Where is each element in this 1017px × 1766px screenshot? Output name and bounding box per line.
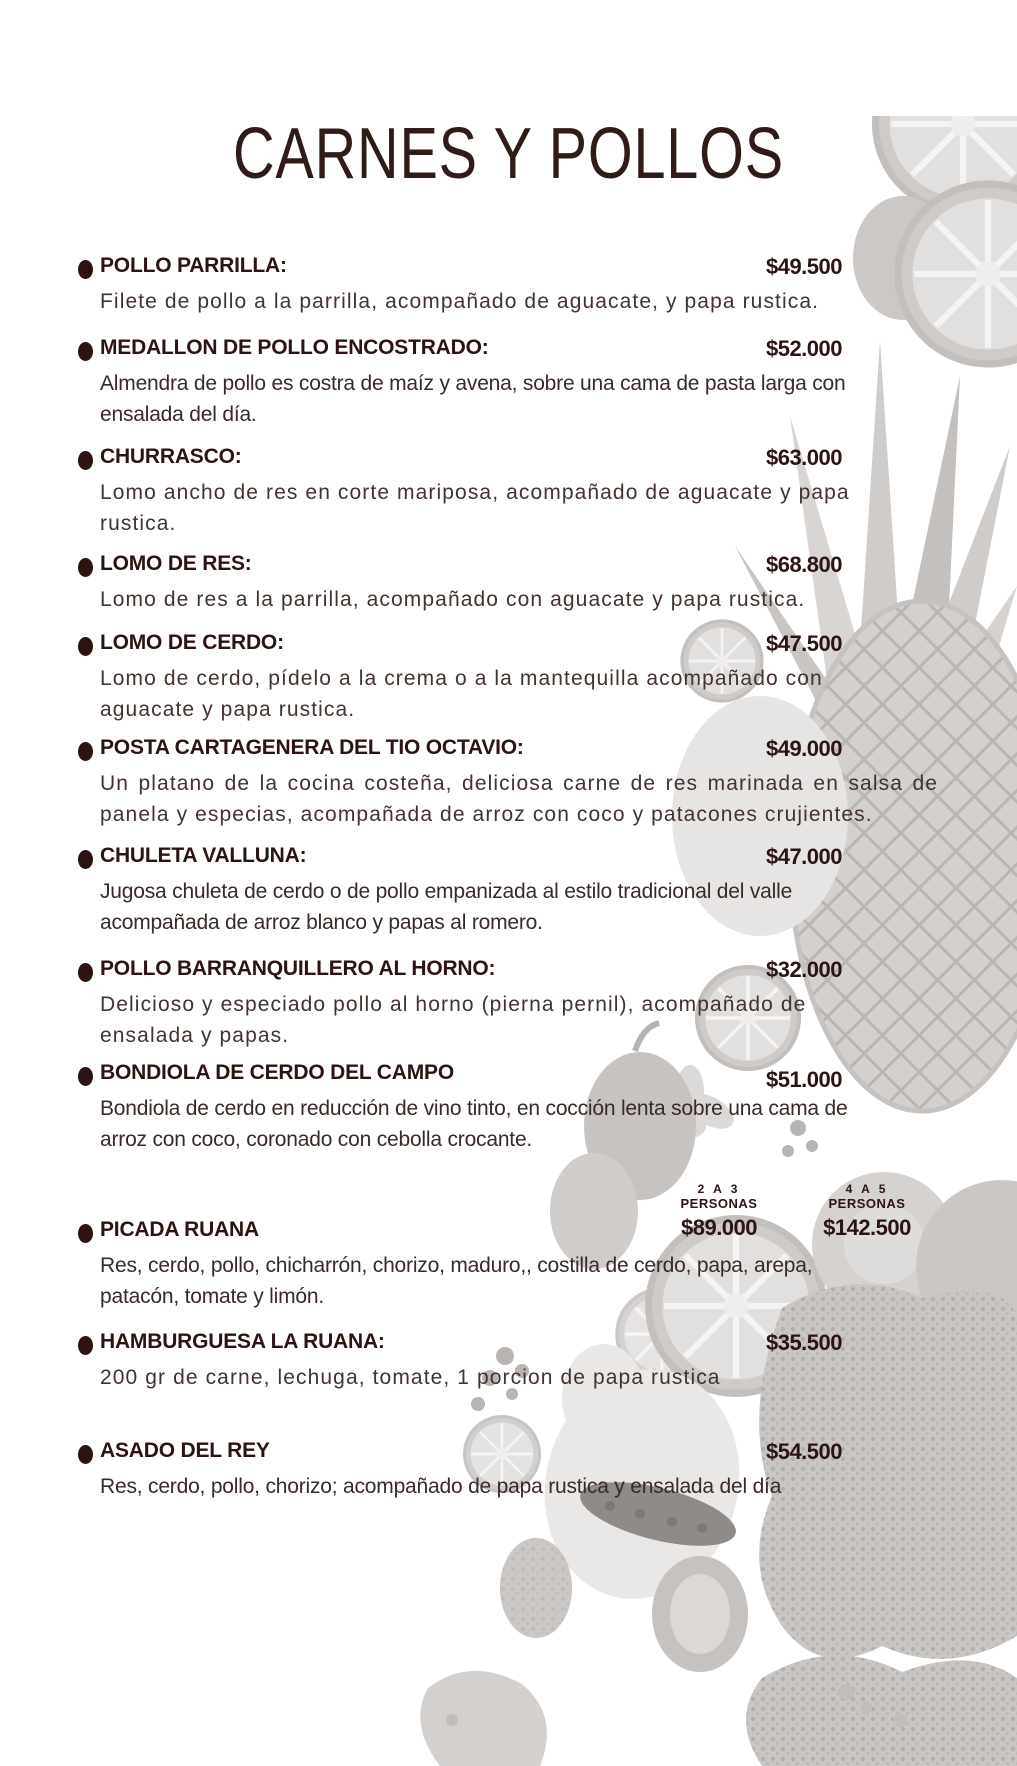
item-name: LOMO DE CERDO: [100, 631, 284, 654]
menu-item-pollo-parrilla [78, 254, 938, 317]
item-name: POLLO PARRILLA: [100, 254, 287, 277]
item-name: MEDALLON DE POLLO ENCOSTRADO: [100, 336, 489, 359]
item-description: Lomo ancho de res en corte mariposa, acompañado de aguacate y papa rustica. [100, 481, 850, 535]
item-name: CHURRASCO: [100, 445, 242, 468]
price-column-2-3-personas [644, 1182, 794, 1242]
menu-item-churrasco [78, 445, 938, 539]
item-price: $49.000 [765, 736, 842, 761]
item-name: ASADO DEL REY [100, 1439, 270, 1462]
item-description: Jugosa chuleta de cerdo o de pollo empanizada al estilo tradicional del valle acompañada de arroz blanco y papas al romero. [100, 880, 793, 934]
menu-item-posta-cartagenera [78, 736, 938, 830]
bullet-icon [78, 451, 93, 470]
bullet-icon [78, 1445, 93, 1464]
item-description: Bondiola de cerdo en reducción de vino tinto, en cocción lenta sobre una cama de arroz con coco, coronado con cebolla crocante. [100, 1097, 848, 1151]
item-price: $49.500 [765, 254, 842, 279]
item-description: Filete de pollo a la parrilla, acompañado de aguacate, y papa rustica. [100, 290, 820, 313]
bullet-icon [78, 1067, 93, 1086]
item-price: $54.500 [765, 1439, 842, 1464]
menu-item-hamburguesa-la-ruana [78, 1330, 938, 1393]
item-name: POLLO BARRANQUILLERO AL HORNO: [100, 957, 496, 980]
menu-item-chuleta-valluna [78, 844, 938, 938]
item-price: $35.500 [765, 1330, 842, 1355]
price-column-4-5-personas [792, 1182, 942, 1242]
item-description: Un platano de la cocina costeña, deliciosa carne de res marinada en salsa de panela y especias, acompañada de arroz con coco y patacones crujientes. [100, 772, 938, 826]
item-name: POSTA CARTAGENERA DEL TIO OCTAVIO: [100, 736, 524, 759]
bullet-icon [78, 850, 93, 869]
bullet-icon [78, 260, 93, 279]
item-description: 200 gr de carne, lechuga, tomate, 1 porcion de papa rustica [100, 1366, 721, 1389]
item-name: BONDIOLA DE CERDO DEL CAMPO [100, 1061, 454, 1084]
item-price: $89.000 [680, 1215, 758, 1240]
item-price: $52.000 [765, 336, 842, 361]
item-description: Lomo de cerdo, pídelo a la crema o a la mantequilla acompañado con aguacate y papa rustica. [100, 667, 823, 721]
persons-range: 2 A 3 [697, 1182, 741, 1196]
item-price: $51.000 [765, 1067, 842, 1092]
menu-item-lomo-de-res [78, 552, 938, 615]
persons-range: 4 A 5 [845, 1182, 889, 1196]
item-description: Almendra de pollo es costra de maíz y avena, sobre una cama de pasta larga con ensalada del día. [100, 372, 846, 426]
bullet-icon [78, 1336, 93, 1355]
item-price: $47.500 [765, 631, 842, 656]
menu-item-medallon-de-pollo [78, 336, 938, 430]
persons-label: PERSONAS [828, 1196, 906, 1211]
bullet-icon [78, 637, 93, 656]
item-price: $63.000 [765, 445, 842, 470]
item-description: Delicioso y especiado pollo al horno (pierna pernil), acompañado de ensalada y papas. [100, 993, 807, 1047]
menu-item-asado-del-rey [78, 1439, 938, 1502]
menu-item-bondiola-de-cerdo [78, 1061, 938, 1155]
bullet-icon [78, 742, 93, 761]
bullet-icon [78, 342, 93, 361]
item-name: HAMBURGUESA LA RUANA: [100, 1330, 385, 1353]
item-name: PICADA RUANA [100, 1218, 259, 1241]
bullet-icon [78, 963, 93, 982]
menu-item-lomo-de-cerdo [78, 631, 938, 725]
bullet-icon [78, 558, 93, 577]
item-description: Lomo de res a la parrilla, acompañado con aguacate y papa rustica. [100, 588, 806, 611]
item-description: Res, cerdo, pollo, chorizo; acompañado de papa rustica y ensalada del día [100, 1475, 782, 1498]
item-price: $68.800 [765, 552, 842, 577]
menu-item-picada-ruana [78, 1182, 938, 1312]
item-name: LOMO DE RES: [100, 552, 252, 575]
persons-label: PERSONAS [680, 1196, 758, 1211]
page-title: CARNES Y POLLOS [233, 114, 784, 194]
item-price: $32.000 [765, 957, 842, 982]
item-description: Res, cerdo, pollo, chicharrón, chorizo, maduro,, costilla de cerdo, papa, arepa, patacón, tomate y limón. [100, 1254, 813, 1308]
menu-item-pollo-barranquillero [78, 957, 938, 1051]
menu-list [78, 254, 938, 1502]
item-price: $47.000 [765, 844, 842, 869]
item-price: $142.500 [823, 1215, 911, 1240]
item-name: CHULETA VALLUNA: [100, 844, 307, 867]
bullet-icon [78, 1224, 93, 1243]
